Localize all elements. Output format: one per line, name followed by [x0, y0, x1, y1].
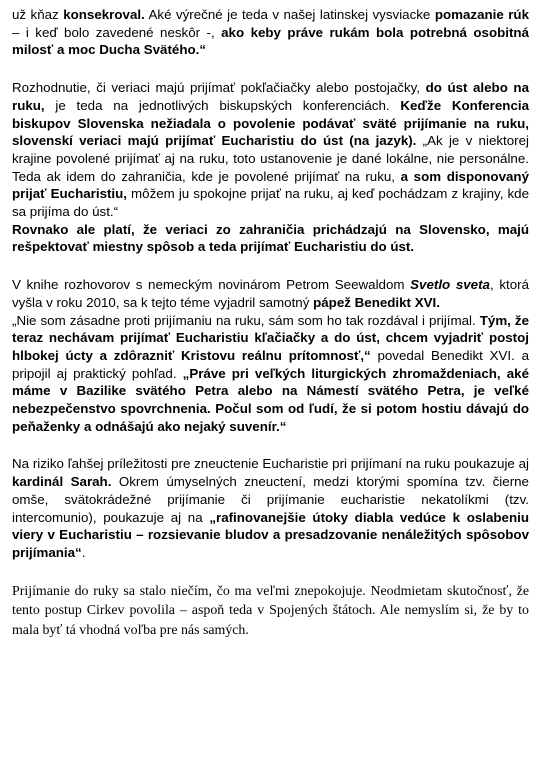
emphasized-text-run: konsekroval. [63, 7, 145, 22]
text-run: „Nie som zásadne proti prijímaniu na ruku, sám som ho tak rozdával i prijímal. [12, 312, 480, 328]
text-run: , ktorá vyšla v roku 2010, sa k tejto téme vyjadril samotný [12, 277, 529, 310]
paragraph-block [12, 582, 529, 641]
text-run: „Ak je v niektorej krajine povolené prijímať aj na ruku, toto ustanovenie je dané lokálne, nie personálne. Teda ak idem do zahraničia, kde je povolené prijímať na ruku, [12, 133, 529, 184]
paragraph-block [12, 221, 529, 256]
text-run: Aké výrečné je teda v našej latinskej vysviacke [144, 7, 435, 22]
paragraph [12, 79, 529, 256]
paragraph-block [12, 312, 529, 436]
emphasized-text-run: Keďže Konferencia biskupov Slovenska nežiadala o povolenie podávať sväté prijímanie na ruku, slovenskí veriaci majú prijímať Eucharistiu do úst (na jazyk). [12, 97, 529, 149]
paragraph [12, 6, 529, 59]
text-run: Rozhodnutie, či veriaci majú prijímať pokľačiačky alebo postojačky, [12, 80, 426, 96]
emphasized-text-run: pápež Benedikt XVI. [313, 294, 440, 310]
text-run: už kňaz [12, 7, 64, 22]
text-run: povedal Benedikt XVI. a pripojil aj praktický pohľad. [12, 347, 529, 381]
emphasized-text-run: „rafinovanejšie útoky diabla vedúce k oslabeniu viery v Eucharistiu – rozsievanie bludov a presadzovanie nenáležitých spôsobov prijímania“ [12, 509, 529, 560]
emphasized-text-run: kardinál Sarah. [12, 474, 112, 490]
emphasized-text-run: Rovnako ale platí, že veriaci zo zahraničia prichádzajú na Slovensko, majú rešpektovať miestny spôsob a teda prijímať Eucharistiu do úst. [12, 221, 529, 255]
text-run: – i keď bolo zavedené neskôr -, [12, 24, 222, 40]
paragraph [12, 455, 529, 561]
paragraph-block [12, 276, 529, 311]
emphasized-text-run: ako keby práve rukám bola potrebná osobitná milosť a moc Ducha Svätého.“ [12, 24, 529, 58]
emphasized-text-run: „Práve pri veľkých liturgických zhromaždeniach, aké máme v Bazilike svätého Petra alebo na Námestí svätého Petra, je veľké nebezpečenstvo spovrchnenia. Počul som od ľudí, že si potom hostiu dávajú do peňaženky a odnášajú ako nejaký suvenír.“ [12, 365, 529, 434]
text-run: Na riziko ľahšej príležitosti pre zneuctenie Eucharistie pri prijímaní na ruku poukazuje aj [12, 456, 529, 472]
emphasized-text-run: a som disponovaný prijať Eucharistiu, [12, 168, 529, 202]
emphasized-text-run: pomazanie rúk [434, 7, 529, 22]
emphasized-text-run: Tým, že teraz nechávam prijímať Eucharistiu kľačiačky a do úst, chcem vyjadriť postoj hlbokej úcty a zdôrazniť Kristovu reálnu prítomnosť,“ [12, 312, 529, 363]
emphasized-text-run: do úst alebo na ruku, [12, 80, 529, 113]
emphasized-text-run: Svetlo sveta [410, 277, 490, 293]
text-run: . [81, 544, 86, 560]
text-run: je teda na jednotlivých biskupských konferenciách. [44, 97, 401, 113]
paragraph [12, 276, 529, 435]
text-run: môžem ju spokojne prijať na ruku, aj keď pochádzam z krajiny, kde sa prijíma do úst.“ [12, 186, 529, 220]
paragraph-block [12, 79, 529, 221]
text-run: Okrem úmyselných zneuctení, medzi ktorými spomína tzv. čierne omše, svätokrádežné prijímanie či prijímanie eucharistie nekatolíkmi (tzv. intercomunio), poukazuje aj na [12, 474, 529, 525]
text-run: V knihe rozhovorov s nemeckým novinárom Petrom Seewaldom [12, 277, 411, 293]
paragraph [12, 582, 529, 641]
document-body [12, 6, 529, 640]
paragraph-block [12, 455, 529, 561]
paragraph-block [12, 6, 529, 59]
text-run: Prijímanie do ruky sa stalo niečím, čo ma veľmi znepokojuje. Neodmietam skutočnosť, že tento postup Cirkev povolila – aspoň teda v Spojených štátoch. Ale nemyslím si, že by to mala byť tá vhodná voľba pre nás samých. [12, 583, 529, 638]
